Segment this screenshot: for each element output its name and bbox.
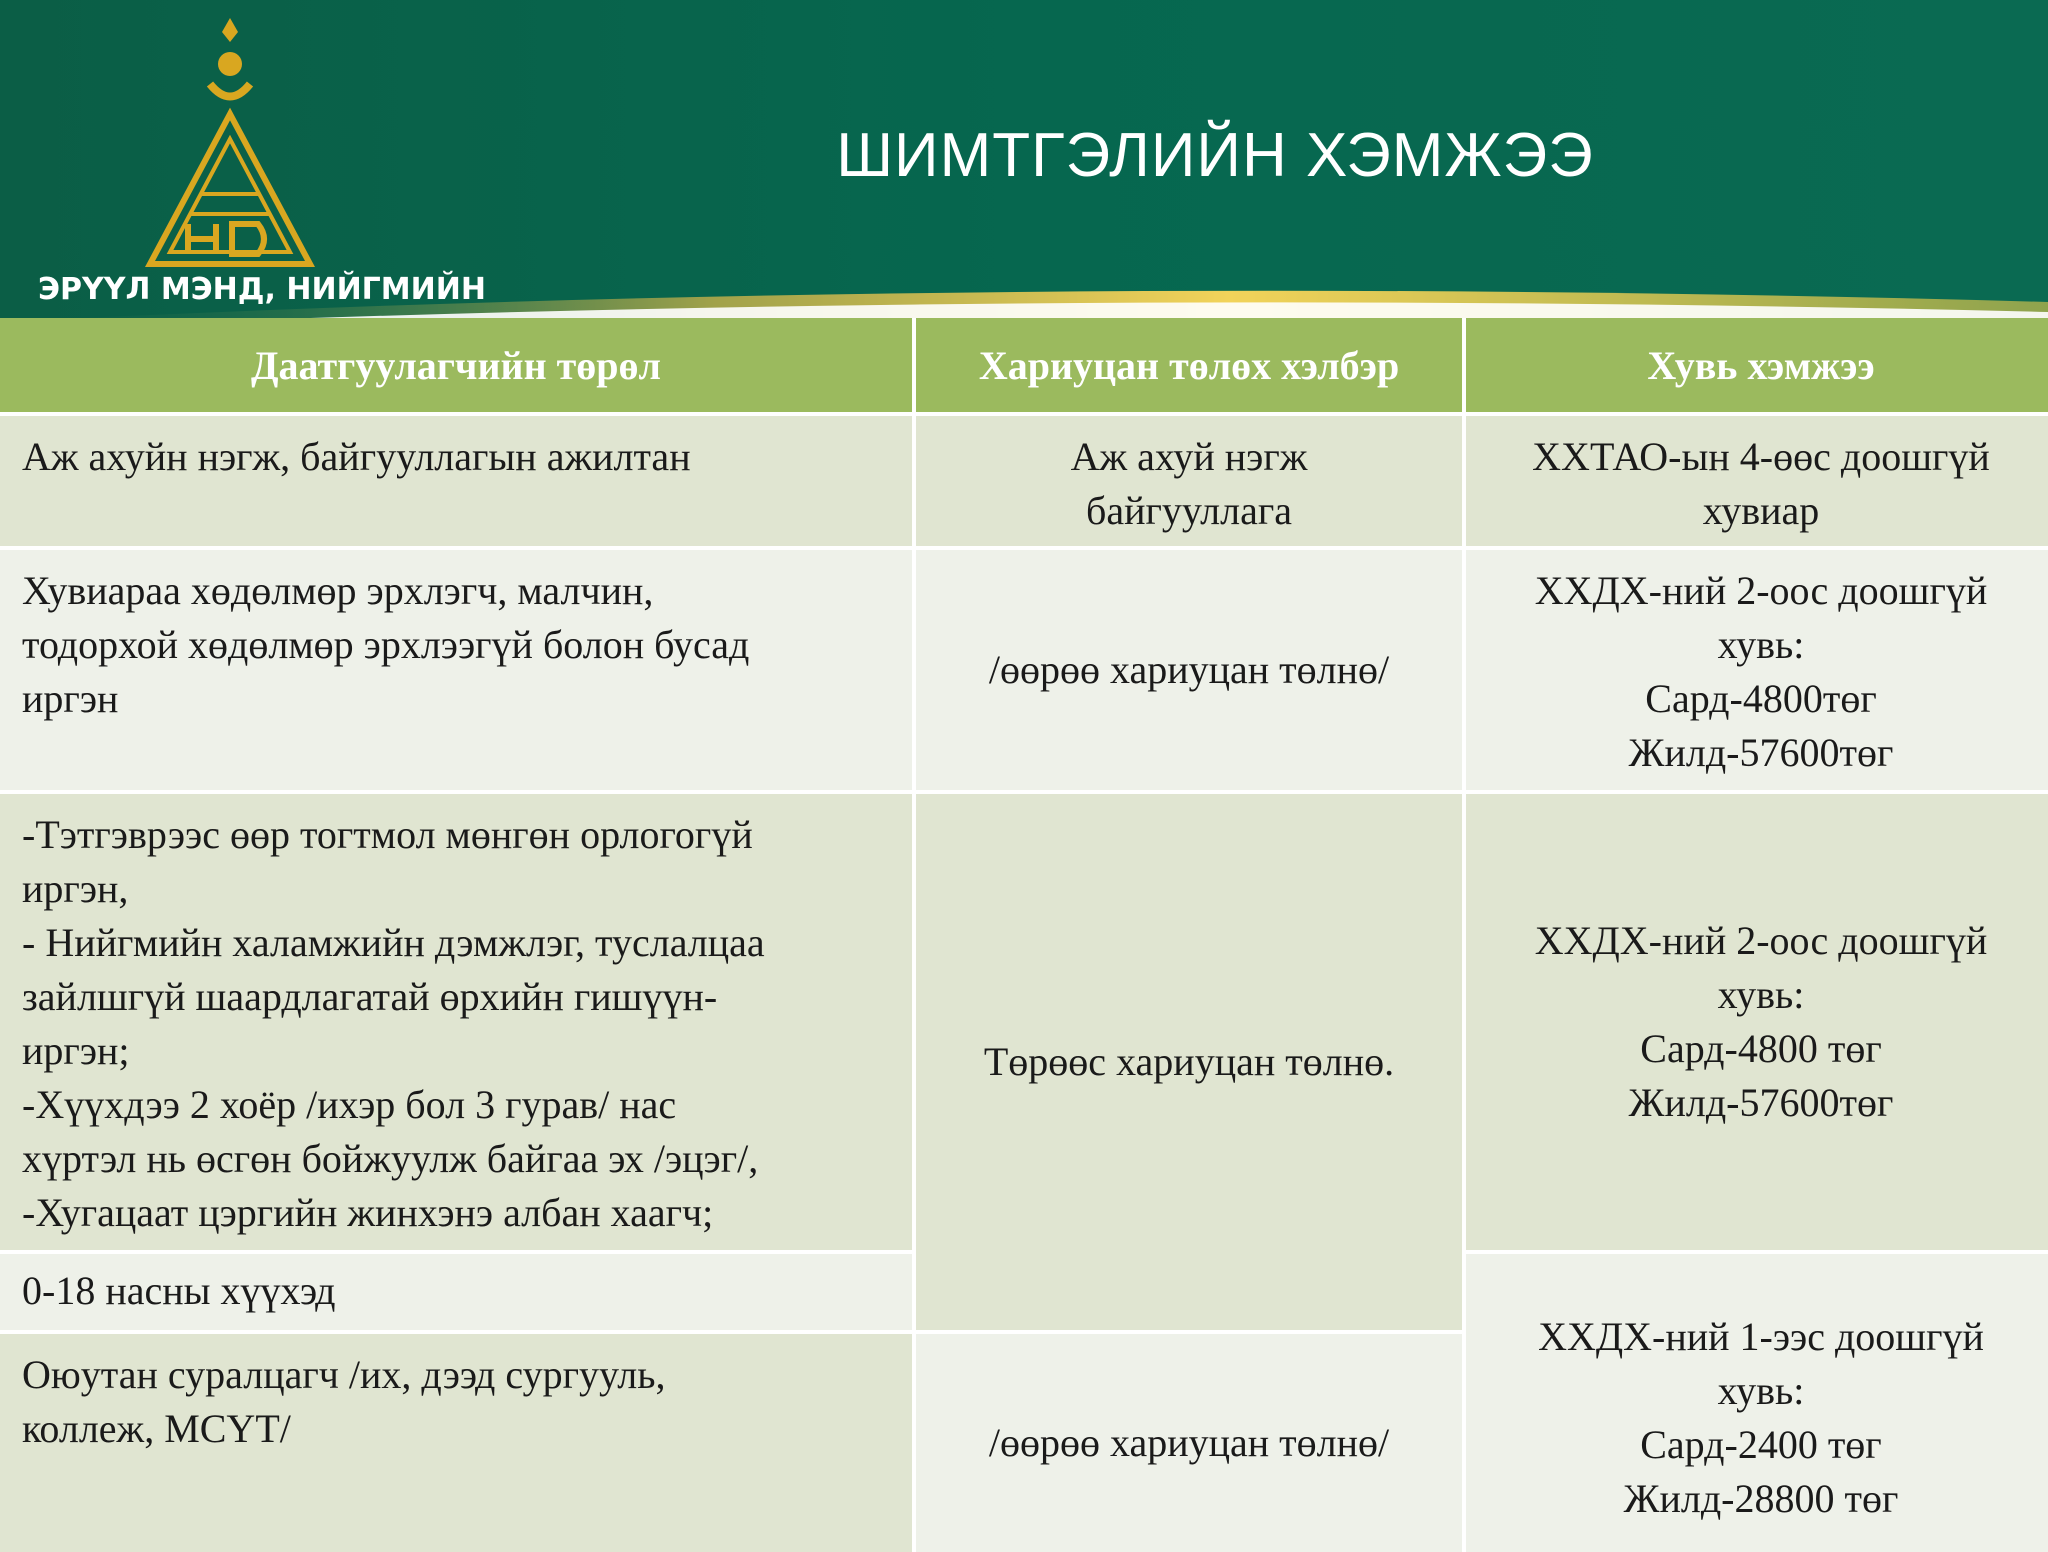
insured-type-text: 0-18 насны хүүхэд xyxy=(22,1268,336,1313)
insured-type-text: Оюутан суралцагч /их, дээд сургууль, коллеж, МСҮТ/ xyxy=(22,1352,666,1451)
insured-type-text: Аж ахуйн нэгж, байгууллагын ажилтан xyxy=(22,434,691,479)
table-cell xyxy=(916,1334,1462,1552)
table-cell xyxy=(916,794,1462,1330)
table-cell xyxy=(916,416,1462,546)
payer-text: Төрөөс хариуцан төлнө. xyxy=(983,1039,1395,1084)
column-header-payer: Хариуцан төлөх хэлбэр xyxy=(916,318,1462,412)
column-header-insured-type: Даатгуулагчийн төрөл xyxy=(0,318,912,412)
payer-text: Аж ахуй нэгж байгууллага xyxy=(1070,434,1308,533)
payer-text: /өөрөө хариуцан төлнө/ xyxy=(988,647,1390,692)
slide-title: ШИМТГЭЛИЙН ХЭМЖЭЭ xyxy=(836,121,1594,190)
table-cell xyxy=(0,1254,912,1330)
payer-text: /өөрөө хариуцан төлнө/ xyxy=(988,1420,1390,1465)
table-cell xyxy=(0,794,912,1250)
table-cell xyxy=(1466,550,2048,790)
column-header-rate: Хувь хэмжээ xyxy=(1466,318,2048,412)
rate-text: ХХТАО-ын 4-өөс доошгүй хувиар xyxy=(1532,434,1990,533)
insured-type-text: -Тэтгэврээс өөр тогтмол мөнгөн орлогогүй иргэн, - Нийгмийн халамжийн дэмжлэг, туслалцаа зайлшгүй шаардлагатай өрхийн гишүүн- иргэн; -Хүүхдээ 2 хоёр /ихэр бол 3 гурав/ нас хүртэл нь өсгөн бойжуулж байгаа эх /эцэг/, -Хугацаат цэргийн жинхэнэ албан хаагч; xyxy=(22,812,765,1235)
table-cell xyxy=(916,550,1462,790)
contribution-table xyxy=(0,318,2048,1536)
table-cell xyxy=(0,1334,912,1552)
rate-text: ХХДХ-ний 1-ээс доошгүй хувь: Сард-2400 төг Жилд-28800 төг xyxy=(1538,1314,1984,1521)
table-cell xyxy=(0,416,912,546)
soyombo-nd-logo-icon xyxy=(130,14,330,274)
organization-name: ЭРҮҮЛ МЭНД, НИЙГМИЙН xyxy=(38,272,486,307)
rate-text: ХХДХ-ний 2-оос доошгүй хувь: Сард-4800 төг Жилд-57600төг xyxy=(1534,918,1988,1125)
table-cell xyxy=(1466,1254,2048,1552)
table-cell xyxy=(1466,416,2048,546)
insured-type-text: Хувиараа хөдөлмөр эрхлэгч, малчин, тодорхой хөдөлмөр эрхлээгүй болон бусад иргэн xyxy=(22,568,750,721)
slide-header xyxy=(0,0,2048,322)
table-cell xyxy=(0,550,912,790)
rate-text: ХХДХ-ний 2-оос доошгүй хувь: Сард-4800төг Жилд-57600төг xyxy=(1534,568,1988,775)
table-cell xyxy=(1466,794,2048,1250)
